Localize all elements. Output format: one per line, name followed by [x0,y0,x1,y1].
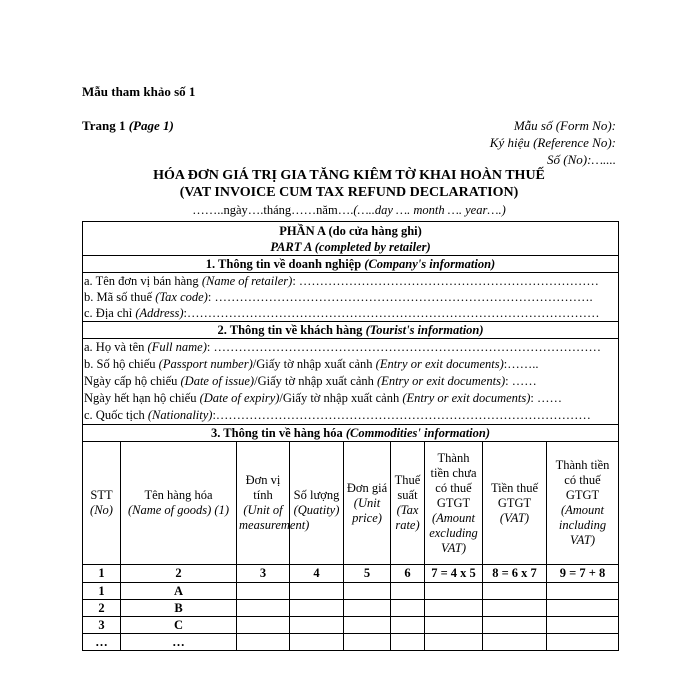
expiry-date-label-en: (Date of expiry) [199,391,280,405]
section3-title-en: (Commodities' information) [345,425,491,440]
row-goods-name: B [121,600,237,617]
col-header-amount-excl [425,442,483,565]
title-en: (VAT INVOICE CUM TAX REFUND DECLARATION) [179,185,519,200]
row-goods-name: C [121,617,237,634]
empty-cell[interactable] [425,583,483,600]
page-label-en: (Page 1) [128,118,174,133]
empty-cell[interactable] [391,600,425,617]
page-label-vi: Trang 1 [82,118,126,133]
retailer-name-dots: : ……………………………………………………………… [292,274,599,288]
col-header-tax-rate [391,442,425,565]
full-name-field [84,339,616,356]
serial-no-label: Số (No):….... [547,152,616,167]
col-header-vat-en: (VAT) [499,510,530,525]
empty-cell[interactable] [344,600,391,617]
form-no-label: Mẫu số (Form No): [513,118,616,133]
empty-cell[interactable] [344,583,391,600]
col-header-no-vi: STT [90,488,113,502]
date-line-en: (…..day …. month …. year….) [353,203,506,217]
issue-date-label-en2: (Entry or exit documents) [377,374,506,388]
empty-cell[interactable] [547,617,619,634]
empty-cell[interactable] [290,617,344,634]
table-row [83,634,619,651]
section2-fields [83,339,619,425]
passport-dots: :…….. [503,357,539,371]
empty-cell[interactable] [391,634,425,651]
empty-cell[interactable] [290,583,344,600]
empty-cell[interactable] [344,634,391,651]
nationality-label: c. Quốc tịch [84,408,145,422]
col-header-vat-vi: Tiền thuế GTGT [490,480,539,510]
col-header-goods-vi: Tên hàng hóa [144,488,213,502]
expiry-date-label-en2: (Entry or exit documents) [402,391,531,405]
expiry-date-dots: : …… [530,391,563,405]
section2-title-vi: 2. Thông tin về khách hàng [217,322,363,337]
row-goods-name: … [121,634,237,651]
section3-title-vi: 3. Thông tin về hàng hóa [211,425,343,440]
nationality-field [84,407,616,424]
section1-title-en: (Company's information) [364,256,496,271]
row-no: 2 [83,600,121,617]
col-header-amount-excl-en: (Amount excluding VAT) [429,510,478,555]
row-no: 3 [83,617,121,634]
empty-cell[interactable] [391,617,425,634]
full-name-dots: : ………………………………………………………………………………… [206,340,601,354]
empty-cell[interactable] [425,617,483,634]
col-header-goods [121,442,237,565]
row-no: 1 [83,583,121,600]
empty-cell[interactable] [483,600,547,617]
title-vi: HÓA ĐƠN GIÁ TRỊ GIA TĂNG KIÊM TỜ KHAI HOÀN THUẾ [153,168,545,183]
date-line [82,203,616,218]
col-header-quantity-en: (Quatity) [293,503,340,517]
invoice-form-table [82,221,619,651]
empty-cell[interactable] [483,617,547,634]
empty-cell[interactable] [483,583,547,600]
tax-code-field [84,289,616,305]
section1-title [83,256,619,273]
section2-title [83,322,619,339]
empty-cell[interactable] [483,634,547,651]
col-header-amount-incl-en: (Amount including VAT) [558,503,607,547]
col-number: 1 [83,565,121,583]
part-a-title-en: PART A (completed by retailer) [270,239,431,254]
col-number: 5 [344,565,391,583]
table-row [83,583,619,600]
col-header-unit-price [344,442,391,565]
issue-date-mid: /Giấy tờ nhập xuất cảnh [254,374,374,388]
full-name-label-en: (Full name) [147,340,207,354]
issue-date-dots: : …… [505,374,537,388]
issue-date-label: Ngày cấp hộ chiếu [84,374,178,388]
passport-field [84,356,616,373]
section1-title-vi: 1. Thông tin về doanh nghiệp [205,256,362,271]
empty-cell[interactable] [237,600,290,617]
tax-code-dots: : ………………………………………………………………………………. [207,290,593,304]
col-header-unit-vi: Đơn vị tính [245,473,281,502]
col-number: 4 [290,565,344,583]
empty-cell[interactable] [237,583,290,600]
retailer-name-label-en: (Name of retailer) [201,274,293,288]
empty-cell[interactable] [290,600,344,617]
full-name-label: a. Họ và tên [84,340,145,354]
part-a-title-vi: PHẦN A (do cửa hàng ghi) [279,223,422,238]
col-header-vat [483,442,547,565]
col-header-quantity-vi: Số lượng [293,488,340,502]
date-line-vi: ……..ngày….tháng……năm…. [192,203,354,217]
row-goods-name: A [121,583,237,600]
passport-mid: /Giấy tờ nhập xuất cảnh [252,357,373,371]
address-field [84,305,616,321]
tax-code-label-en: (Tax code) [155,290,208,304]
col-number: 8 = 6 x 7 [483,565,547,583]
col-header-unit [237,442,310,565]
col-header-goods-en: (Name of goods) (1) [127,503,230,517]
empty-cell[interactable] [547,583,619,600]
col-header-amount-excl-vi: Thành tiền chưa có thuế GTGT [430,450,477,510]
expiry-date-label: Ngày hết hạn hộ chiếu [84,391,197,405]
reference-no-label: Ký hiệu (Reference No): [489,135,616,150]
issue-date-field [84,373,616,390]
expiry-date-mid: /Giấy tờ nhập xuất cảnh [279,391,400,405]
col-header-unit-en: (Unit of measurement) [239,503,310,532]
address-dots: :……………………………………………………………………………………… [183,306,600,320]
table-row [83,617,619,634]
empty-cell[interactable] [344,617,391,634]
col-number: 6 [391,565,425,583]
table-row [83,600,619,617]
passport-label-en: (Passport number) [158,357,253,371]
part-a-header [83,222,619,256]
empty-cell[interactable] [391,583,425,600]
col-header-amount-incl-vi: Thành tiền có thuế GTGT [555,458,610,502]
col-header-tax-rate-vi: Thuế suất [394,473,421,502]
passport-label: b. Số hộ chiếu [84,357,156,371]
retailer-name-field [84,273,616,289]
col-header-unit-price-en: (Unit price) [352,495,382,525]
empty-cell[interactable] [237,617,290,634]
page-label [82,118,174,134]
col-header-tax-rate-en: (Tax rate) [395,503,420,532]
row-no: … [83,634,121,651]
section3-title [83,425,619,442]
empty-cell[interactable] [425,600,483,617]
empty-cell[interactable] [237,634,290,651]
col-header-no-en: (No) [90,503,113,517]
empty-cell[interactable] [290,634,344,651]
section2-title-en: (Tourist's information) [365,322,484,337]
empty-cell[interactable] [547,600,619,617]
section1-fields [83,273,619,322]
retailer-name-label: a. Tên đơn vị bán hàng [84,274,199,288]
address-label: c. Địa chỉ [84,306,133,320]
col-header-amount-incl [547,442,619,565]
col-header-unit-price-vi: Đơn giá [346,480,388,495]
empty-cell[interactable] [547,634,619,651]
col-number: 7 = 4 x 5 [425,565,483,583]
address-label-en: (Address) [135,306,184,320]
col-number: 3 [237,565,290,583]
column-number-row [83,565,619,583]
issue-date-label-en: (Date of issue) [180,374,255,388]
expiry-date-field [84,390,616,407]
nationality-label-en: (Nationality) [147,408,213,422]
passport-label-en2: (Entry or exit documents) [375,357,504,371]
col-number: 9 = 7 + 8 [547,565,619,583]
tax-code-label: b. Mã số thuế [84,290,153,304]
col-header-no [83,442,121,565]
sample-label: Mẫu tham khảo số 1 [82,84,196,99]
col-header-quantity [290,442,344,565]
empty-cell[interactable] [425,634,483,651]
col-number: 2 [121,565,237,583]
nationality-dots: :……………………………………………………………………………… [212,408,591,422]
